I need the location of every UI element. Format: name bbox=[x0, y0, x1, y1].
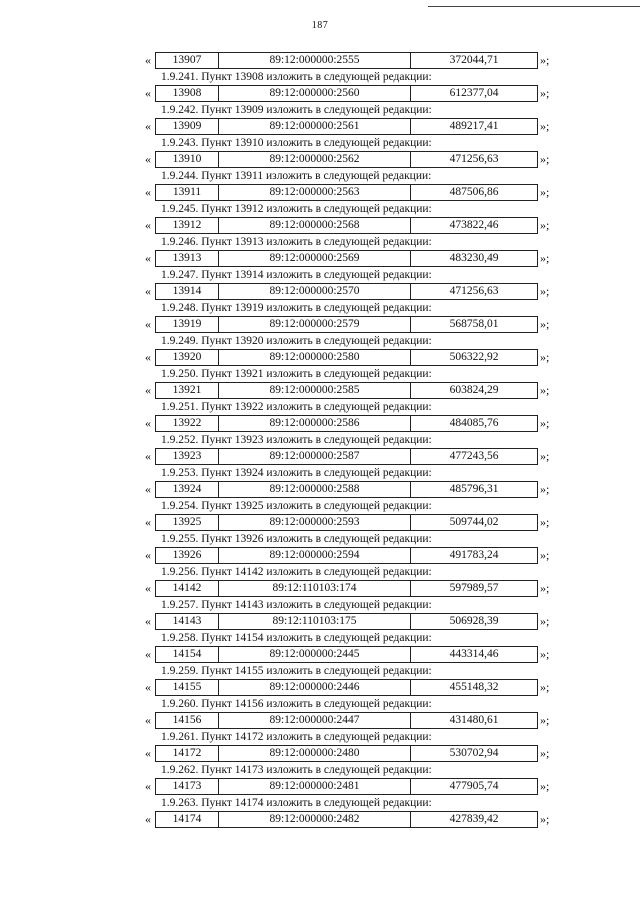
item-number-cell: 13914 bbox=[156, 284, 219, 299]
amendment-heading: 1.9.259. Пункт 14155 изложить в следующей редакции: bbox=[161, 665, 432, 677]
table-row bbox=[0, 415, 640, 432]
table-row bbox=[0, 250, 640, 267]
cadastral-number-cell: 89:12:000000:2445 bbox=[219, 647, 411, 662]
closing-quote: »; bbox=[540, 284, 550, 298]
cadastral-number-cell: 89:12:000000:2586 bbox=[219, 416, 411, 431]
amendment-heading: 1.9.260. Пункт 14156 изложить в следующей редакции: bbox=[161, 698, 432, 710]
table-row-cells bbox=[155, 217, 538, 234]
value-cell: 471256,63 bbox=[449, 285, 499, 297]
closing-quote: »; bbox=[540, 581, 550, 595]
value-cell: 473822,46 bbox=[449, 219, 499, 231]
amendment-heading: 1.9.255. Пункт 13926 изложить в следующей редакции: bbox=[161, 533, 432, 545]
opening-quote: « bbox=[145, 152, 151, 166]
table-row-cells bbox=[155, 250, 538, 267]
item-number-cell: 13907 bbox=[156, 53, 219, 68]
amendment-heading: 1.9.241. Пункт 13908 изложить в следующей редакции: bbox=[161, 71, 432, 83]
table-row bbox=[0, 745, 640, 762]
cadastral-number-cell: 89:12:000000:2555 bbox=[219, 53, 411, 68]
opening-quote: « bbox=[145, 317, 151, 331]
table-row bbox=[0, 481, 640, 498]
cadastral-number-cell: 89:12:110103:175 bbox=[219, 614, 411, 629]
table-row bbox=[0, 514, 640, 531]
table-row bbox=[0, 547, 640, 564]
cadastral-number-cell: 89:12:000000:2570 bbox=[219, 284, 411, 299]
cadastral-number-cell: 89:12:000000:2594 bbox=[219, 548, 411, 563]
table-row bbox=[0, 283, 640, 300]
table-row-cells bbox=[155, 712, 538, 729]
opening-quote: « bbox=[145, 713, 151, 727]
value-cell: 427839,42 bbox=[449, 813, 499, 825]
closing-quote: »; bbox=[540, 350, 550, 364]
table-row bbox=[0, 118, 640, 135]
table-row-cells bbox=[155, 52, 538, 69]
item-number-cell: 13923 bbox=[156, 449, 219, 464]
table-row bbox=[0, 217, 640, 234]
table-row-cells bbox=[155, 745, 538, 762]
table-row bbox=[0, 580, 640, 597]
opening-quote: « bbox=[145, 119, 151, 133]
amendment-heading: 1.9.256. Пункт 14142 изложить в следующей редакции: bbox=[161, 566, 432, 578]
cadastral-number-cell: 89:12:000000:2579 bbox=[219, 317, 411, 332]
value-cell: 477243,56 bbox=[449, 450, 499, 462]
opening-quote: « bbox=[145, 383, 151, 397]
amendment-heading: 1.9.250. Пункт 13921 изложить в следующей редакции: bbox=[161, 368, 432, 380]
table-row bbox=[0, 811, 640, 828]
closing-quote: »; bbox=[540, 680, 550, 694]
value-cell: 489217,41 bbox=[449, 120, 499, 132]
closing-quote: »; bbox=[540, 86, 550, 100]
cadastral-number-cell: 89:12:000000:2447 bbox=[219, 713, 411, 728]
cadastral-number-cell: 89:12:000000:2481 bbox=[219, 779, 411, 794]
amendment-heading: 1.9.249. Пункт 13920 изложить в следующей редакции: bbox=[161, 335, 432, 347]
table-row bbox=[0, 778, 640, 795]
amendment-heading: 1.9.251. Пункт 13922 изложить в следующей редакции: bbox=[161, 401, 432, 413]
opening-quote: « bbox=[145, 581, 151, 595]
value-cell: 568758,01 bbox=[449, 318, 499, 330]
table-row-cells bbox=[155, 448, 538, 465]
table-row bbox=[0, 613, 640, 630]
item-number-cell: 13924 bbox=[156, 482, 219, 497]
closing-quote: »; bbox=[540, 746, 550, 760]
item-number-cell: 13912 bbox=[156, 218, 219, 233]
table-row bbox=[0, 382, 640, 399]
cadastral-number-cell: 89:12:000000:2480 bbox=[219, 746, 411, 761]
value-cell: 477905,74 bbox=[449, 780, 499, 792]
amendment-heading: 1.9.253. Пункт 13924 изложить в следующей редакции: bbox=[161, 467, 432, 479]
closing-quote: »; bbox=[540, 119, 550, 133]
table-row bbox=[0, 712, 640, 729]
table-row-cells bbox=[155, 580, 538, 597]
cadastral-number-cell: 89:12:000000:2560 bbox=[219, 86, 411, 101]
cadastral-number-cell: 89:12:000000:2580 bbox=[219, 350, 411, 365]
table-row bbox=[0, 349, 640, 366]
item-number-cell: 14155 bbox=[156, 680, 219, 695]
amendment-heading: 1.9.242. Пункт 13909 изложить в следующей редакции: bbox=[161, 104, 432, 116]
table-row bbox=[0, 679, 640, 696]
closing-quote: »; bbox=[540, 548, 550, 562]
item-number-cell: 14174 bbox=[156, 812, 219, 827]
value-cell: 509744,02 bbox=[449, 516, 499, 528]
closing-quote: »; bbox=[540, 416, 550, 430]
cadastral-number-cell: 89:12:110103:174 bbox=[219, 581, 411, 596]
closing-quote: »; bbox=[540, 185, 550, 199]
amendment-heading: 1.9.246. Пункт 13913 изложить в следующей редакции: bbox=[161, 236, 432, 248]
amendment-heading: 1.9.247. Пункт 13914 изложить в следующей редакции: bbox=[161, 269, 432, 281]
item-number-cell: 14154 bbox=[156, 647, 219, 662]
table-row-cells bbox=[155, 349, 538, 366]
table-row-cells bbox=[155, 811, 538, 828]
table-row-cells bbox=[155, 184, 538, 201]
item-number-cell: 13909 bbox=[156, 119, 219, 134]
page-number: 187 bbox=[311, 20, 329, 31]
table-row-cells bbox=[155, 646, 538, 663]
closing-quote: »; bbox=[540, 152, 550, 166]
opening-quote: « bbox=[145, 614, 151, 628]
table-row-cells bbox=[155, 415, 538, 432]
table-row bbox=[0, 646, 640, 663]
table-row-cells bbox=[155, 778, 538, 795]
item-number-cell: 13911 bbox=[156, 185, 219, 200]
opening-quote: « bbox=[145, 218, 151, 232]
value-cell: 455148,32 bbox=[449, 681, 499, 693]
item-number-cell: 14156 bbox=[156, 713, 219, 728]
amendment-heading: 1.9.261. Пункт 14172 изложить в следующей редакции: bbox=[161, 731, 432, 743]
item-number-cell: 13920 bbox=[156, 350, 219, 365]
item-number-cell: 13913 bbox=[156, 251, 219, 266]
item-number-cell: 13926 bbox=[156, 548, 219, 563]
item-number-cell: 13925 bbox=[156, 515, 219, 530]
value-cell: 484085,76 bbox=[449, 417, 499, 429]
opening-quote: « bbox=[145, 185, 151, 199]
opening-quote: « bbox=[145, 647, 151, 661]
closing-quote: »; bbox=[540, 779, 550, 793]
closing-quote: »; bbox=[540, 53, 550, 67]
cadastral-number-cell: 89:12:000000:2588 bbox=[219, 482, 411, 497]
opening-quote: « bbox=[145, 779, 151, 793]
table-row-cells bbox=[155, 316, 538, 333]
table-row-cells bbox=[155, 481, 538, 498]
table-row-cells bbox=[155, 151, 538, 168]
value-cell: 431480,61 bbox=[449, 714, 499, 726]
opening-quote: « bbox=[145, 53, 151, 67]
amendment-heading: 1.9.258. Пункт 14154 изложить в следующей редакции: bbox=[161, 632, 432, 644]
value-cell: 491783,24 bbox=[449, 549, 499, 561]
cadastral-number-cell: 89:12:000000:2563 bbox=[219, 185, 411, 200]
table-row-cells bbox=[155, 118, 538, 135]
value-cell: 506322,92 bbox=[449, 351, 499, 363]
opening-quote: « bbox=[145, 812, 151, 826]
opening-quote: « bbox=[145, 416, 151, 430]
amendment-heading: 1.9.248. Пункт 13919 изложить в следующей редакции: bbox=[161, 302, 432, 314]
closing-quote: »; bbox=[540, 482, 550, 496]
closing-quote: »; bbox=[540, 812, 550, 826]
opening-quote: « bbox=[145, 86, 151, 100]
value-cell: 443314,46 bbox=[449, 648, 499, 660]
closing-quote: »; bbox=[540, 251, 550, 265]
value-cell: 471256,63 bbox=[449, 153, 499, 165]
document-body bbox=[0, 52, 640, 828]
item-number-cell: 13910 bbox=[156, 152, 219, 167]
opening-quote: « bbox=[145, 482, 151, 496]
value-cell: 530702,94 bbox=[449, 747, 499, 759]
opening-quote: « bbox=[145, 746, 151, 760]
cadastral-number-cell: 89:12:000000:2482 bbox=[219, 812, 411, 827]
closing-quote: »; bbox=[540, 515, 550, 529]
table-row-cells bbox=[155, 613, 538, 630]
table-row-cells bbox=[155, 547, 538, 564]
item-number-cell: 13922 bbox=[156, 416, 219, 431]
cadastral-number-cell: 89:12:000000:2561 bbox=[219, 119, 411, 134]
value-cell: 485796,31 bbox=[449, 483, 499, 495]
table-row bbox=[0, 151, 640, 168]
cadastral-number-cell: 89:12:000000:2593 bbox=[219, 515, 411, 530]
opening-quote: « bbox=[145, 284, 151, 298]
item-number-cell: 14173 bbox=[156, 779, 219, 794]
cadastral-number-cell: 89:12:000000:2562 bbox=[219, 152, 411, 167]
value-cell: 506928,39 bbox=[449, 615, 499, 627]
amendment-heading: 1.9.254. Пункт 13925 изложить в следующей редакции: bbox=[161, 500, 432, 512]
item-number-cell: 14142 bbox=[156, 581, 219, 596]
amendment-heading: 1.9.252. Пункт 13923 изложить в следующей редакции: bbox=[161, 434, 432, 446]
item-number-cell: 13908 bbox=[156, 86, 219, 101]
closing-quote: »; bbox=[540, 383, 550, 397]
table-row-cells bbox=[155, 85, 538, 102]
value-cell: 597989,57 bbox=[449, 582, 499, 594]
opening-quote: « bbox=[145, 515, 151, 529]
opening-quote: « bbox=[145, 449, 151, 463]
closing-quote: »; bbox=[540, 647, 550, 661]
cadastral-number-cell: 89:12:000000:2585 bbox=[219, 383, 411, 398]
closing-quote: »; bbox=[540, 713, 550, 727]
table-row bbox=[0, 184, 640, 201]
amendment-heading: 1.9.245. Пункт 13912 изложить в следующей редакции: bbox=[161, 203, 432, 215]
item-number-cell: 13921 bbox=[156, 383, 219, 398]
opening-quote: « bbox=[145, 680, 151, 694]
item-number-cell: 13919 bbox=[156, 317, 219, 332]
table-row-cells bbox=[155, 514, 538, 531]
item-number-cell: 14143 bbox=[156, 614, 219, 629]
top-rule bbox=[428, 6, 640, 7]
table-row-cells bbox=[155, 283, 538, 300]
closing-quote: »; bbox=[540, 218, 550, 232]
cadastral-number-cell: 89:12:000000:2446 bbox=[219, 680, 411, 695]
value-cell: 603824,29 bbox=[449, 384, 499, 396]
amendment-heading: 1.9.263. Пункт 14174 изложить в следующей редакции: bbox=[161, 797, 432, 809]
opening-quote: « bbox=[145, 251, 151, 265]
closing-quote: »; bbox=[540, 317, 550, 331]
closing-quote: »; bbox=[540, 614, 550, 628]
table-row bbox=[0, 316, 640, 333]
value-cell: 372044,71 bbox=[449, 54, 499, 66]
amendment-heading: 1.9.243. Пункт 13910 изложить в следующей редакции: bbox=[161, 137, 432, 149]
item-number-cell: 14172 bbox=[156, 746, 219, 761]
table-row bbox=[0, 448, 640, 465]
value-cell: 487506,86 bbox=[449, 186, 499, 198]
opening-quote: « bbox=[145, 350, 151, 364]
amendment-heading: 1.9.244. Пункт 13911 изложить в следующей редакции: bbox=[161, 170, 432, 182]
cadastral-number-cell: 89:12:000000:2569 bbox=[219, 251, 411, 266]
table-row bbox=[0, 85, 640, 102]
value-cell: 483230,49 bbox=[449, 252, 499, 264]
opening-quote: « bbox=[145, 548, 151, 562]
value-cell: 612377,04 bbox=[449, 87, 499, 99]
amendment-heading: 1.9.257. Пункт 14143 изложить в следующей редакции: bbox=[161, 599, 432, 611]
cadastral-number-cell: 89:12:000000:2568 bbox=[219, 218, 411, 233]
table-row-cells bbox=[155, 679, 538, 696]
closing-quote: »; bbox=[540, 449, 550, 463]
cadastral-number-cell: 89:12:000000:2587 bbox=[219, 449, 411, 464]
table-row bbox=[0, 52, 640, 69]
amendment-heading: 1.9.262. Пункт 14173 изложить в следующей редакции: bbox=[161, 764, 432, 776]
table-row-cells bbox=[155, 382, 538, 399]
